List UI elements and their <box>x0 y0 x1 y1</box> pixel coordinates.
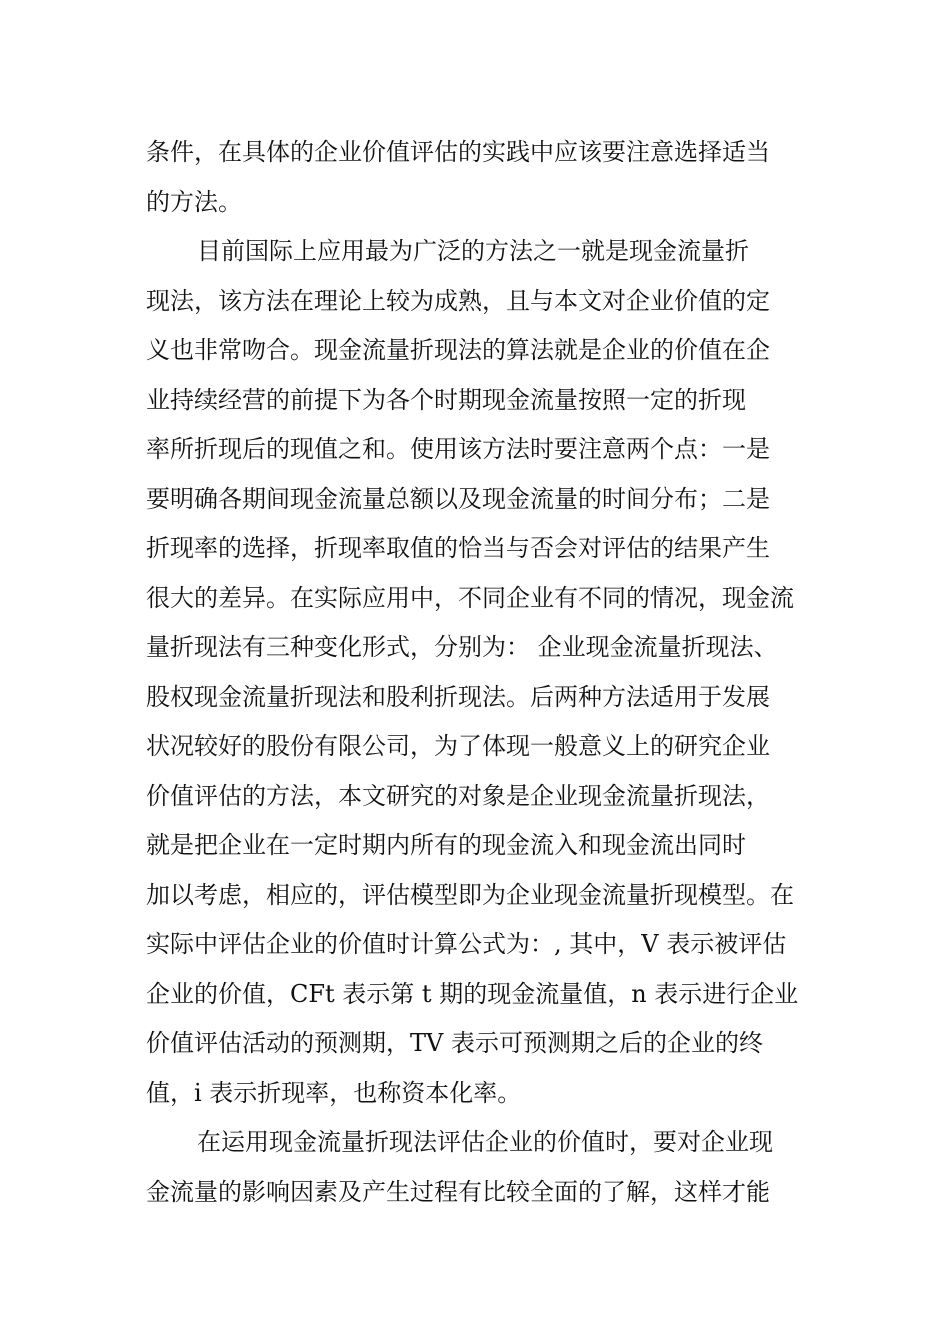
text-line: 企业的价值，CFt 表示第 t 期的现金流量值，n 表示进行企业 <box>146 979 799 1008</box>
text-line: 值，i 表示折现率，也称资本化率。 <box>146 1078 522 1107</box>
paragraph-start-line: 在运用现金流量折现法评估企业的价值时，要对企业现 <box>197 1128 773 1156</box>
text-line: 状况较好的股份有限公司，为了体现一般意义上的研究企业 <box>146 732 770 760</box>
text-line: 量折现法有三种变化形式，分别为： 企业现金流量折现法、 <box>146 633 778 661</box>
text-line: 股权现金流量折现法和股利折现法。后两种方法适用于发展 <box>146 682 770 711</box>
text-line: 要明确各期间现金流量总额以及现金流量的时间分布；二是 <box>146 484 770 513</box>
text-line: 价值评估活动的预测期，TV 表示可预测期之后的企业的终 <box>146 1029 763 1057</box>
text-line: 加以考虑，相应的，评估模型即为企业现金流量折现模型。在 <box>146 880 794 909</box>
text-line: 价值评估的方法，本文研究的对象是企业现金流量折现法， <box>146 781 770 810</box>
text-line: 的方法。 <box>146 187 242 216</box>
text-line: 条件，在具体的企业价值评估的实践中应该要注意选择适当 <box>146 138 770 166</box>
text-line: 实际中评估企业的价值时计算公式为：, 其中，V 表示被评估 <box>146 930 787 958</box>
text-line: 义也非常吻合。现金流量折现法的算法就是企业的价值在企 <box>146 336 770 364</box>
text-line: 就是把企业在一定时期内所有的现金流入和现金流出同时 <box>146 831 746 859</box>
text-line: 业持续经营的前提下为各个时期现金流量按照一定的折现 <box>146 385 746 414</box>
text-line: 金流量的影响因素及产生过程有比较全面的了解，这样才能 <box>146 1177 770 1206</box>
text-line: 折现率的选择，折现率取值的恰当与否会对评估的结果产生 <box>146 534 770 562</box>
paragraph-start-line: 目前国际上应用最为广泛的方法之一就是现金流量折 <box>197 237 749 265</box>
body-text <box>146 128 810 1217</box>
text-line: 现法，该方法在理论上较为成熟，且与本文对企业价值的定 <box>146 286 770 315</box>
text-line: 率所折现后的现值之和。使用该方法时要注意两个点：一是 <box>146 435 770 463</box>
text-line: 很大的差异。在实际应用中，不同企业有不同的情况，现金流 <box>146 583 794 612</box>
